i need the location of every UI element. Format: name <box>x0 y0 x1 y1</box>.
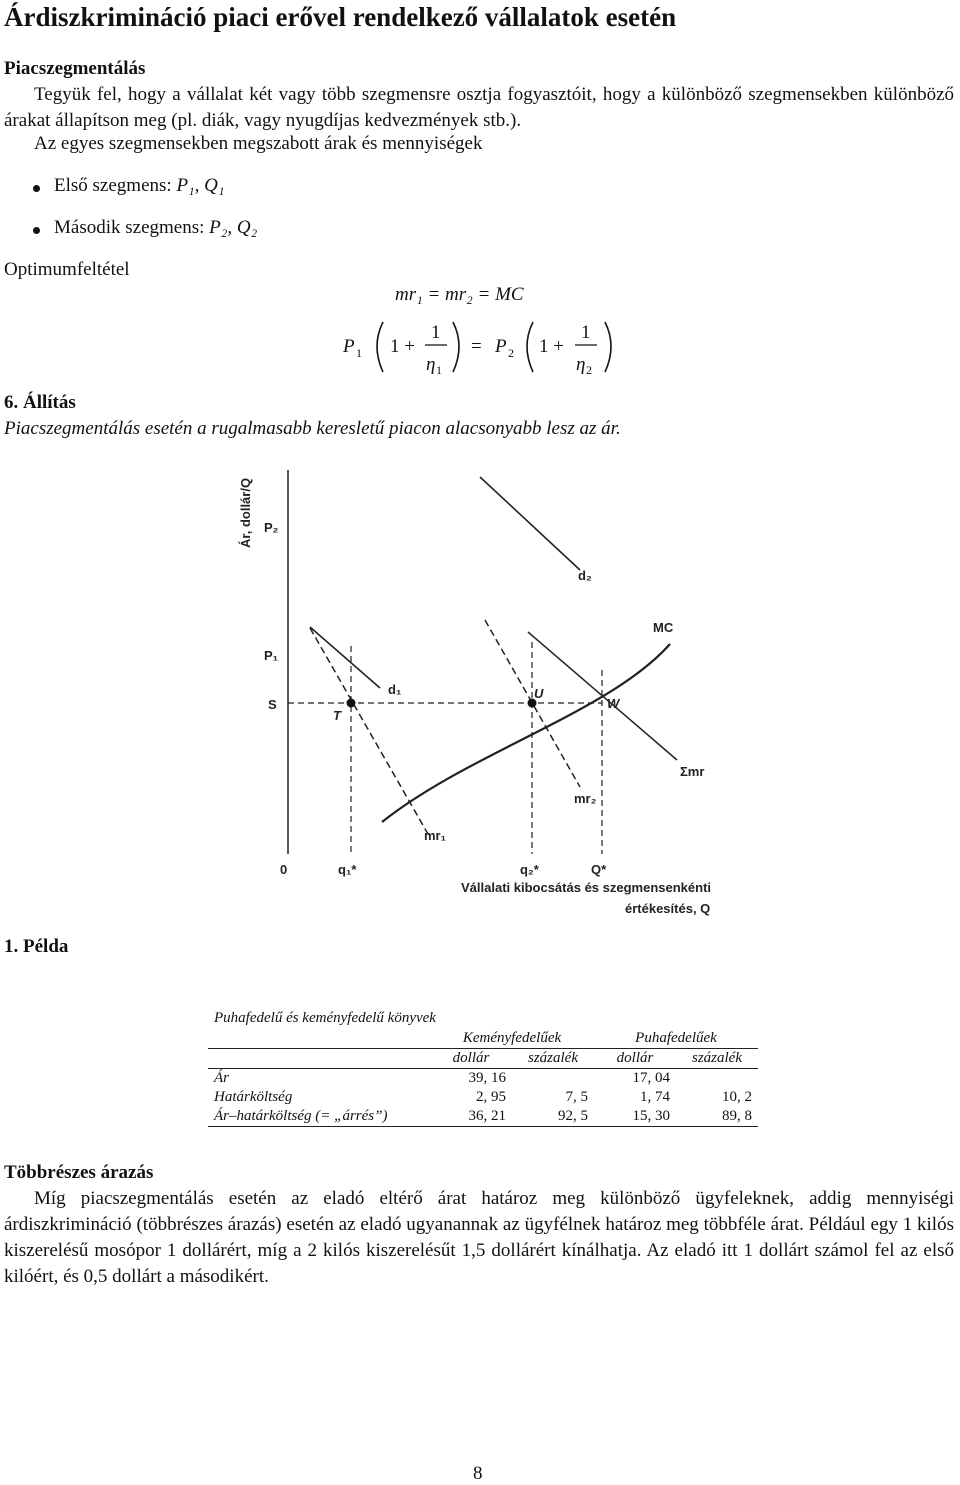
row-label: Határköltség <box>214 1089 293 1105</box>
svg-text:1: 1 <box>581 322 591 343</box>
table-cell <box>512 1069 594 1089</box>
bullet-label: Második szegmens: <box>54 217 205 238</box>
table-cell: 39, 16 <box>468 1070 506 1086</box>
label-mc: MC <box>653 620 674 635</box>
curve-d2 <box>480 477 580 570</box>
example-heading: 1. Példa <box>4 936 69 957</box>
table-caption: Puhafedelű és keményfedelű könyvek <box>214 1010 436 1026</box>
bullet-first-segment <box>54 175 224 197</box>
group-header-hardcover: Keményfedelűek <box>430 1029 594 1049</box>
table-cell: 17, 04 <box>632 1070 670 1086</box>
table-row <box>208 1107 758 1127</box>
svg-text:η: η <box>426 354 436 375</box>
table-cell: 7, 5 <box>565 1089 588 1105</box>
label-q1-star: q₁* <box>338 862 357 877</box>
bullet-math: P₁, Q₁ <box>176 175 225 196</box>
label-d2: d₂ <box>578 568 592 583</box>
svg-text:1 +: 1 + <box>539 336 564 357</box>
table-cell: 10, 2 <box>722 1089 752 1105</box>
row-label: Ár <box>214 1070 229 1086</box>
label-t: T <box>333 708 341 723</box>
x-axis-caption: Vállalati kibocsátás és szegmensenkénti <box>461 880 712 895</box>
bullet-math: P₂, Q₂ <box>209 217 258 238</box>
table-row <box>208 1088 758 1107</box>
svg-text:1 +: 1 + <box>390 336 415 357</box>
label-sum-mr: Σmr <box>680 764 705 779</box>
paragraph-multipart-pricing: Míg piacszegmentálás esetén az eladó eltérő árat határoz meg különböző ügyfeleknek, addig mennyiségi árdiszkrimináció (többrészes árazás) esetén az eladó ugyanannak az ügyfélnek határoz meg többféle árat. Például egy 1 kilós kiszerelésű mosópor 1 dollárért, míg a 2 kilós kiszerelésűt 1,5 dollárért kínálhatja. Az eladó itt 1 dollárt számol fel az első kilóért, és 0,5 dollárt a másodikért. <box>4 1188 954 1287</box>
label-p1: P₁ <box>264 648 279 663</box>
price-discrimination-diagram <box>230 462 730 924</box>
point-t <box>347 699 356 708</box>
equation-elasticity <box>335 312 625 378</box>
table-row <box>208 1069 758 1089</box>
svg-text:P: P <box>343 336 355 357</box>
label-mr2: mr₂ <box>574 791 597 806</box>
curve-mr1 <box>310 628 428 834</box>
section-heading-multipart-pricing: Többrészes árazás <box>4 1162 154 1183</box>
curve-d1 <box>310 627 380 688</box>
page-title: Árdiszkrimináció piaci erővel rendelkező vállalatok esetén <box>4 2 677 32</box>
label-s: S <box>268 697 277 712</box>
curve-mc <box>382 644 670 822</box>
paragraph-intro: Tegyük fel, hogy a vállalat két vagy több szegmensre osztja fogyasztóit, hogy a különböző szegmensekben különböző árakat állapítson meg (pl. diák, vagy nyugdíjas kedvezmények stb.). <box>4 84 954 131</box>
table-cell: 2, 95 <box>476 1089 506 1105</box>
section-heading-segmentation: Piacszegmentálás <box>4 58 146 79</box>
svg-text:η: η <box>576 354 586 375</box>
sub-header: százalék <box>692 1050 742 1066</box>
claim-heading: 6. Állítás <box>4 392 76 413</box>
table-cell: 89, 8 <box>722 1108 752 1124</box>
claim-text: Piacszegmentálás esetén a rugalmasabb keresletű piacon alacsonyabb lesz az ár. <box>4 418 621 439</box>
sub-header: dollár <box>616 1050 654 1066</box>
label-q-star: Q* <box>591 862 607 877</box>
equation-mr-mc: mr₁ = mr₂ = MC <box>395 284 524 305</box>
label-d1: d₁ <box>388 682 402 697</box>
label-q2-star: q₂* <box>520 862 539 877</box>
bullet-marker <box>33 227 40 234</box>
svg-text:=: = <box>471 336 482 357</box>
bullet-marker <box>33 185 40 192</box>
group-header-paperback: Puhafedelűek <box>594 1029 758 1049</box>
table-cell: 1, 74 <box>640 1089 670 1105</box>
table-cell: 92, 5 <box>558 1108 588 1124</box>
row-label: Ár–határköltség (= „árrés”) <box>214 1108 388 1124</box>
bullet-label: Első szegmens: <box>54 175 172 196</box>
svg-text:1: 1 <box>356 346 362 360</box>
label-w: W <box>607 696 620 711</box>
bullet-second-segment <box>54 217 257 239</box>
table-cell: 36, 21 <box>468 1108 506 1124</box>
svg-text:2: 2 <box>508 346 514 360</box>
table-cell: 15, 30 <box>632 1108 670 1124</box>
svg-text:P: P <box>495 336 507 357</box>
label-origin: 0 <box>280 862 288 877</box>
book-table <box>208 1029 758 1127</box>
x-axis-caption-2: értékesítés, Q <box>625 901 711 916</box>
paragraph-prices: Az egyes szegmensekben megszabott árak és mennyiségek <box>34 133 483 154</box>
sub-header: dollár <box>452 1050 490 1066</box>
svg-text:2: 2 <box>586 363 592 377</box>
label-u: U <box>534 686 544 701</box>
optimum-label: Optimumfeltétel <box>4 259 130 280</box>
page-number: 8 <box>473 1463 483 1484</box>
svg-text:1: 1 <box>436 363 442 377</box>
table-cell <box>676 1069 758 1089</box>
sub-header: százalék <box>528 1050 578 1066</box>
y-axis-label: Ár, dollár/Q <box>238 477 253 548</box>
label-p2: P₂ <box>264 520 279 535</box>
label-mr1: mr₁ <box>424 828 446 843</box>
svg-text:1: 1 <box>431 322 441 343</box>
